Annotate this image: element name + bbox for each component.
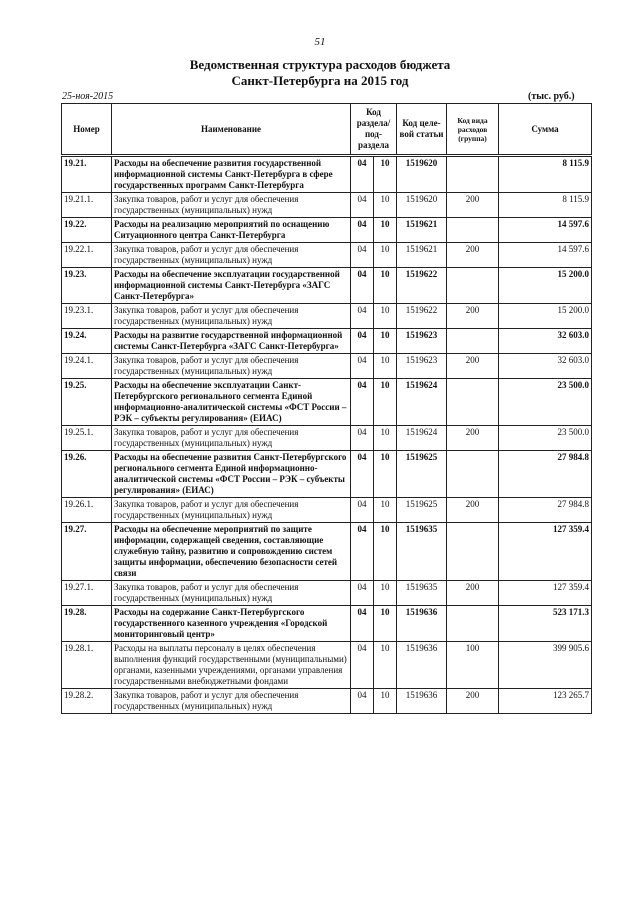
row-sum: 127 359.4 bbox=[499, 581, 592, 606]
row-section: 04 bbox=[351, 193, 374, 218]
row-article: 1519624 bbox=[397, 426, 447, 451]
row-number: 19.28.1. bbox=[62, 642, 112, 689]
table-header-row bbox=[62, 104, 592, 156]
row-article: 1519622 bbox=[397, 304, 447, 329]
row-kind bbox=[447, 379, 499, 426]
row-subsection: 10 bbox=[374, 354, 397, 379]
row-name: Закупка товаров, работ и услуг для обеспечения государственных (муниципальных) нужд bbox=[112, 581, 351, 606]
row-sum: 523 171.3 bbox=[499, 606, 592, 642]
row-name: Расходы на обеспечение эксплуатации Санкт-Петербургского регионального сегмента Единой информационно-аналитической системы «ФСТ России – РЭК – субъекты регулирования» (ЕИАС) bbox=[112, 379, 351, 426]
row-name: Расходы на обеспечение развития государственной информационной системы Санкт-Петербурга в сфере государственных программ Санкт-Петербурга bbox=[112, 156, 351, 193]
row-name: Закупка товаров, работ и услуг для обеспечения государственных (муниципальных) нужд bbox=[112, 243, 351, 268]
row-sum: 32 603.0 bbox=[499, 329, 592, 354]
row-section: 04 bbox=[351, 606, 374, 642]
row-number: 19.24.1. bbox=[62, 354, 112, 379]
row-sum: 399 905.6 bbox=[499, 642, 592, 689]
table-row bbox=[62, 581, 592, 606]
header-article: Код целе- вой статьи bbox=[397, 104, 447, 156]
row-number: 19.25.1. bbox=[62, 426, 112, 451]
row-subsection: 10 bbox=[374, 193, 397, 218]
row-number: 19.26.1. bbox=[62, 498, 112, 523]
row-number: 19.21.1. bbox=[62, 193, 112, 218]
row-article: 1519622 bbox=[397, 268, 447, 304]
row-sum: 127 359.4 bbox=[499, 523, 592, 581]
row-article: 1519623 bbox=[397, 354, 447, 379]
row-section: 04 bbox=[351, 354, 374, 379]
document-title bbox=[0, 57, 640, 89]
row-kind: 100 bbox=[447, 642, 499, 689]
row-number: 19.23.1. bbox=[62, 304, 112, 329]
row-subsection: 10 bbox=[374, 689, 397, 714]
row-kind: 200 bbox=[447, 304, 499, 329]
row-sum: 15 200.0 bbox=[499, 268, 592, 304]
row-kind bbox=[447, 329, 499, 354]
row-name: Расходы на содержание Санкт-Петербургского государственного казенного учреждения «Городской мониторинговый центр» bbox=[112, 606, 351, 642]
table-row bbox=[62, 218, 592, 243]
table-row bbox=[62, 304, 592, 329]
row-number: 19.23. bbox=[62, 268, 112, 304]
row-name: Закупка товаров, работ и услуг для обеспечения государственных (муниципальных) нужд bbox=[112, 193, 351, 218]
table-row bbox=[62, 498, 592, 523]
row-article: 1519624 bbox=[397, 379, 447, 426]
row-number: 19.27. bbox=[62, 523, 112, 581]
row-section: 04 bbox=[351, 218, 374, 243]
row-kind: 200 bbox=[447, 498, 499, 523]
row-number: 19.21. bbox=[62, 156, 112, 193]
row-sum: 27 984.8 bbox=[499, 451, 592, 498]
row-name: Расходы на обеспечение развития Санкт-Петербургского регионального сегмента Единой информационно-аналитической системы «ФСТ России – РЭК – субъекты регулирования» (ЕИАС) bbox=[112, 451, 351, 498]
row-name: Закупка товаров, работ и услуг для обеспечения государственных (муниципальных) нужд bbox=[112, 689, 351, 714]
row-section: 04 bbox=[351, 304, 374, 329]
row-section: 04 bbox=[351, 451, 374, 498]
row-subsection: 10 bbox=[374, 379, 397, 426]
row-kind: 200 bbox=[447, 193, 499, 218]
header-name: Наименование bbox=[112, 104, 351, 156]
row-number: 19.22.1. bbox=[62, 243, 112, 268]
header-kind: Код вида расходов (группа) bbox=[447, 104, 499, 156]
budget-table bbox=[61, 103, 592, 714]
row-subsection: 10 bbox=[374, 426, 397, 451]
row-kind: 200 bbox=[447, 243, 499, 268]
table-row bbox=[62, 689, 592, 714]
header-number: Номер bbox=[62, 104, 112, 156]
row-kind bbox=[447, 451, 499, 498]
row-name: Расходы на обеспечение мероприятий по защите информации, содержащей сведения, составляющие служебную тайну, развитию и сопровождению систем защиты информации, обеспечению безопасности сетей связи bbox=[112, 523, 351, 581]
row-section: 04 bbox=[351, 498, 374, 523]
row-article: 1519635 bbox=[397, 581, 447, 606]
table-body bbox=[62, 156, 592, 714]
row-subsection: 10 bbox=[374, 523, 397, 581]
table-row bbox=[62, 379, 592, 426]
row-kind bbox=[447, 218, 499, 243]
row-name: Закупка товаров, работ и услуг для обеспечения государственных (муниципальных) нужд bbox=[112, 354, 351, 379]
row-sum: 32 603.0 bbox=[499, 354, 592, 379]
row-section: 04 bbox=[351, 642, 374, 689]
row-name: Расходы на реализацию мероприятий по оснащению Ситуационного центра Санкт-Петербурга bbox=[112, 218, 351, 243]
row-article: 1519635 bbox=[397, 523, 447, 581]
row-subsection: 10 bbox=[374, 218, 397, 243]
row-number: 19.28.2. bbox=[62, 689, 112, 714]
row-article: 1519621 bbox=[397, 243, 447, 268]
row-subsection: 10 bbox=[374, 304, 397, 329]
row-article: 1519620 bbox=[397, 193, 447, 218]
row-subsection: 10 bbox=[374, 642, 397, 689]
table-row bbox=[62, 523, 592, 581]
title-line-1: Ведомственная структура расходов бюджета bbox=[189, 57, 451, 72]
table-row bbox=[62, 193, 592, 218]
row-article: 1519636 bbox=[397, 689, 447, 714]
table-row bbox=[62, 156, 592, 193]
row-sum: 14 597.6 bbox=[499, 218, 592, 243]
row-kind bbox=[447, 523, 499, 581]
row-sum: 15 200.0 bbox=[499, 304, 592, 329]
row-subsection: 10 bbox=[374, 498, 397, 523]
row-sum: 14 597.6 bbox=[499, 243, 592, 268]
row-number: 19.28. bbox=[62, 606, 112, 642]
row-subsection: 10 bbox=[374, 451, 397, 498]
row-section: 04 bbox=[351, 426, 374, 451]
row-section: 04 bbox=[351, 268, 374, 304]
row-name: Расходы на выплаты персоналу в целях обеспечения выполнения функций государственными (муниципальными) органами, казенными учреждениями, органами управления государственными внебюджетными фондами bbox=[112, 642, 351, 689]
header-section: Код раздела/ под- раздела bbox=[351, 104, 397, 156]
row-name: Закупка товаров, работ и услуг для обеспечения государственных (муниципальных) нужд bbox=[112, 304, 351, 329]
document-date: 25-ноя-2015 bbox=[62, 91, 114, 102]
row-subsection: 10 bbox=[374, 243, 397, 268]
row-sum: 23 500.0 bbox=[499, 426, 592, 451]
row-kind: 200 bbox=[447, 354, 499, 379]
row-number: 19.26. bbox=[62, 451, 112, 498]
row-kind: 200 bbox=[447, 581, 499, 606]
row-number: 19.25. bbox=[62, 379, 112, 426]
row-section: 04 bbox=[351, 689, 374, 714]
row-sum: 27 984.8 bbox=[499, 498, 592, 523]
row-subsection: 10 bbox=[374, 581, 397, 606]
row-subsection: 10 bbox=[374, 268, 397, 304]
row-section: 04 bbox=[351, 523, 374, 581]
row-subsection: 10 bbox=[374, 329, 397, 354]
table-row bbox=[62, 329, 592, 354]
row-article: 1519625 bbox=[397, 498, 447, 523]
row-name: Закупка товаров, работ и услуг для обеспечения государственных (муниципальных) нужд bbox=[112, 426, 351, 451]
row-article: 1519620 bbox=[397, 156, 447, 193]
row-section: 04 bbox=[351, 243, 374, 268]
row-article: 1519636 bbox=[397, 606, 447, 642]
row-article: 1519625 bbox=[397, 451, 447, 498]
row-name: Расходы на развитие государственной информационной системы Санкт-Петербурга «ЗАГС Санкт-Петербурга» bbox=[112, 329, 351, 354]
table-row bbox=[62, 268, 592, 304]
row-number: 19.22. bbox=[62, 218, 112, 243]
row-sum: 8 115.9 bbox=[499, 193, 592, 218]
row-number: 19.24. bbox=[62, 329, 112, 354]
table-row bbox=[62, 243, 592, 268]
row-section: 04 bbox=[351, 379, 374, 426]
row-section: 04 bbox=[351, 156, 374, 193]
row-article: 1519621 bbox=[397, 218, 447, 243]
table-row bbox=[62, 354, 592, 379]
row-section: 04 bbox=[351, 329, 374, 354]
page-number: 51 bbox=[314, 36, 326, 48]
row-kind bbox=[447, 156, 499, 193]
row-sum: 8 115.9 bbox=[499, 156, 592, 193]
row-kind bbox=[447, 268, 499, 304]
units-label: (тыс. руб.) bbox=[528, 91, 575, 102]
row-name: Расходы на обеспечение эксплуатации государственной информационной системы Санкт-Петербурга «ЗАГС Санкт-Петербурга» bbox=[112, 268, 351, 304]
row-number: 19.27.1. bbox=[62, 581, 112, 606]
row-article: 1519623 bbox=[397, 329, 447, 354]
table-row bbox=[62, 451, 592, 498]
row-kind bbox=[447, 606, 499, 642]
table-row bbox=[62, 606, 592, 642]
row-name: Закупка товаров, работ и услуг для обеспечения государственных (муниципальных) нужд bbox=[112, 498, 351, 523]
row-kind: 200 bbox=[447, 689, 499, 714]
row-sum: 23 500.0 bbox=[499, 379, 592, 426]
row-subsection: 10 bbox=[374, 606, 397, 642]
row-sum: 123 265.7 bbox=[499, 689, 592, 714]
row-section: 04 bbox=[351, 581, 374, 606]
header-sum: Сумма bbox=[499, 104, 592, 156]
row-subsection: 10 bbox=[374, 156, 397, 193]
table-row bbox=[62, 426, 592, 451]
title-line-2: Санкт-Петербурга на 2015 год bbox=[231, 73, 409, 88]
table-row bbox=[62, 642, 592, 689]
row-kind: 200 bbox=[447, 426, 499, 451]
row-article: 1519636 bbox=[397, 642, 447, 689]
